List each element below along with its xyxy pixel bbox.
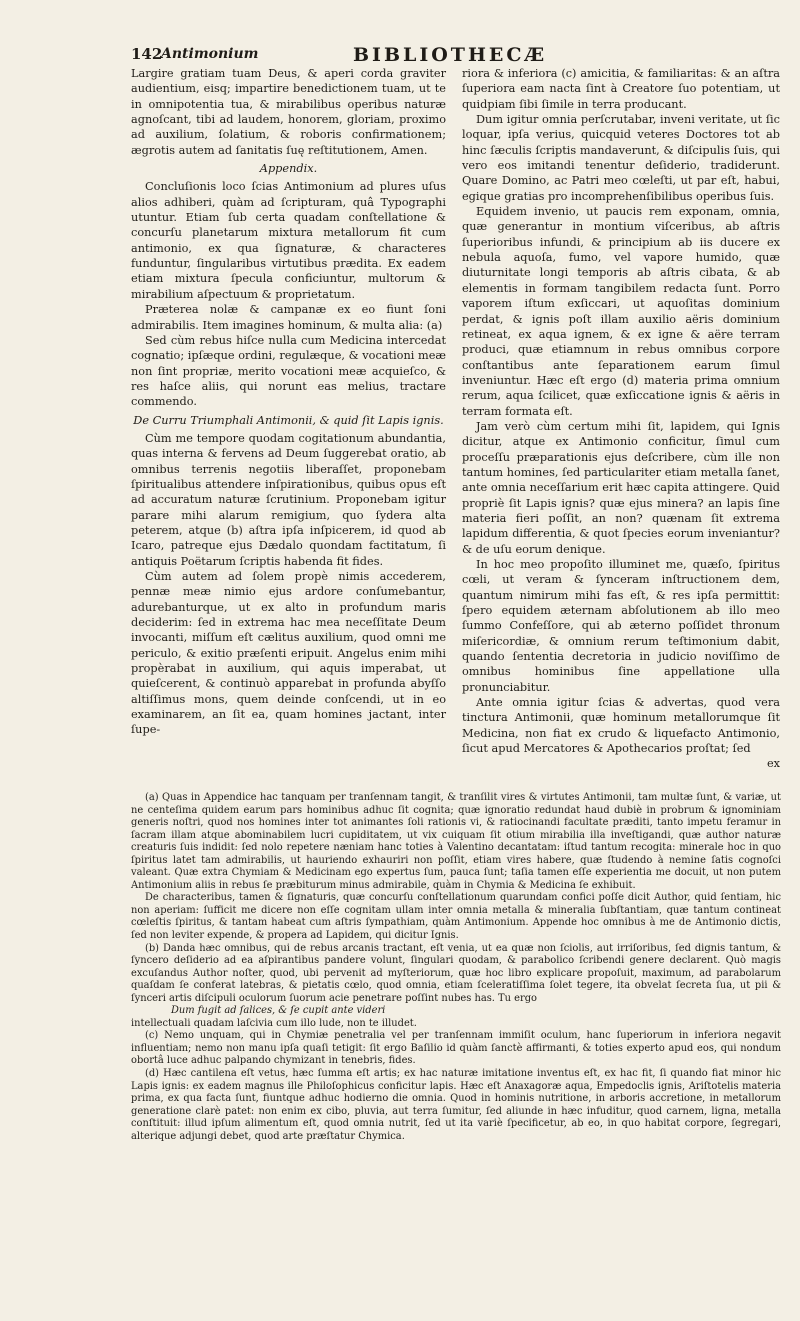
appendix-heading: Appendix.: [259, 162, 318, 176]
body-paragraph: Jam verò cùm certum mihi ſit, lapidem, qui Ignis dicitur, atque ex Antimonio conficitur, ſimul cum proceſſu præparationis ejus deſcribere, cùm ille non tantum homines, ſed particulariter etiam metalla ſanet, ante omnia neceſſarium erit hæc capita attingere. Quid propriè ſit Lapis ignis? quæ ejus minera? an lapis ſine materia fieri poſſit, an non? quænam ſit extrema lapidum differentia, & quot ſpecies eorum inveniantur? & de uſu eorum denique.: [462, 419, 780, 556]
body-paragraph: Cùm me tempore quodam cogitationum abundantia, quas interna & fervens ad Deum ſuggerebat oratio, ab omnibus terrenis negotiis liberaſſet, proponebam ſpiritualibus attendere inſpirationibus, quibus opus eſt ad accuratum naturæ ſcrutinium. Proponebam igitur parare mihi alarum remigium, quo ſydera alta peterem, atque (b) aſtra ipſa inſpicerem, id quod ab Icaro, patreque ejus Dædalo quondam factitatum, ſi antiquis Poëtarum ſcriptis habenda fit fides.: [131, 431, 446, 568]
left-column: [131, 66, 446, 738]
book-title: BIBLIOTHECÆ: [353, 44, 548, 66]
appendix-paragraph: Concluſionis loco ſcias Antimonium ad plures uſus alios adhiberi, quàm ad ſcripturam, quâ Typographi utuntur. Etiam ſub certa quadam conſtellatione & concurſu planetarum mixtura metallorum fit cum antimonio, ex qua ſignaturæ, & characteres funduntur, ſingularibus virtutibus prædita. Ex eadem etiam mixtura ſpecula conficiuntur, multorum & mirabilium aſpectuum & proprietatum.: [131, 180, 446, 301]
footnote-c: (c) Nemo unquam, qui in Chymiæ penetralia vel per tranſennam immiſit oculum, hanc ſuperiorum in inferiora negavit influentiam; nemo non manu ipſa quaſi tetigit: ſit ergo Baſilio id quàm ſanctè affirmanti, & toties experto apud eos, qui nondum obortâ luce adhuc palpando chymizant in tenebris, fides.: [131, 1030, 781, 1067]
body-paragraph: Cùm autem ad ſolem propè nimis accederem, pennæ meæ nimio ejus ardore conſumebantur, adurebanturque, ut ex alto in profundum maris deciderim: ſed in extrema hac mea neceſſitate Deum invocanti, miſſum eſt cælitus auxilium, quod omni me periculo, & exitio præſenti eripuit. Angelus enim mihi propèrabat in auxilium, qui aquis imperabat, ut quieſcerent, & continuò apparebat in profunda abyſſo altiſſimus mons, quem deinde conſcendi, ut in eo examinarem, an ſit ea, quam homines jactant, inter ſupe-: [131, 570, 446, 737]
catchword: ex: [766, 757, 780, 771]
page-header: [131, 44, 771, 68]
body-paragraph: Ante omnia igitur ſcias & advertas, quod vera tinctura Antimonii, quæ hominum metallorumque ſit Medicina, non fiat ex crudo & liquefacto Antimonio, ſicut apud Mercatores & Apothecarios proſtat; ſed: [462, 696, 780, 756]
footnotes: [131, 792, 781, 1143]
page-number: 142: [131, 45, 163, 63]
footnote-b: (b) Danda hæc omnibus, qui de rebus arcanis tractant, eſt venia, ut ea quæ non ſciolis, aut irriſoribus, ſed dignis tantum, & ſyncero deſiderio ad ea aſpirantibus pandere volunt, ſingulari quodam, & parabolico ſcribendi genere declarent. Quò magis excuſandus Author noſter, quod, ubi pervenit ad myſteriorum, quæ hoc libro explicare propoſuit, maximum, ad parabolarum quaſdam ſe conferat latebras, & pietatis cœlo, quod omnia, etiam ſceleratiſſima ſolet tegere, ita obvelat ſecreta ſua, ut pii & ſynceri artis diſcipuli oculorum ſuorum acie penetrare poſſint nubes has. Tu ergo: [131, 942, 781, 1004]
body-paragraph: In hoc meo propoſito illuminet me, quæſo, ſpiritus cœli, ut veram & ſynceram inſtructionem dem, quantum nimirum mihi fas eſt, & res ipſa permittit: ſpero equidem æternam abſolutionem ab illo meo ſummo Confeſſore, qui ab æterno poſſidet thronum miſericordiæ, & omnium rerum teſtimonium dabit, quando ſententia decretoria in judicio noviſſimo de omnibus hominibus ſine appellatione ulla pronunciabitur.: [462, 558, 780, 694]
footnote-verse-cont: intellectuali quadam laſcivia cum illo lude, non te illudet.: [131, 1017, 417, 1029]
footnote-a: (a) Quas in Appendice hac tanquam per tranſennam tangit, & tranſilit vires & virtutes Antimonii, tam multæ ſunt, & variæ, ut ne centeſima quidem earum pars hominibus adhuc ſit cognita; quæ ignoratio redundat haud dubiè in probrum & ignominiam generis noſtri, quod nos homines inter tot animantes ſoli rationis vi, & ratiocinandi facultate præditi, tanto impetu feramur in ſacram illam atque abominabilem lucri cupiditatem, ut vix cuiquam ſit otium mirabilia illa inveſtigandi, quæ author naturæ creaturis ſuis indidit: ſed nolo repetere næniam hanc toties à Valentino decantatam: iſtud tantum recogita: minerale hoc in quo ſpiritus latet tam admirabilis, ut hauriendo exhauriri non poſſit, etiam vires habere, quæ ſtudendo à nemine ſatis cognoſci valeant. Quæ extra Chymiam & Medicinam ego expertus ſum, pauca ſunt; taſia tamen eſſe experientia me docuit, ut non putem Antimonium aliis in rebus ſe præbiturum minus admirabile, quàm in Chymia & Medicina ſe exhibuit.: [131, 792, 781, 891]
footnote-verse: Dum fugit ad ſalices, & ſe cupit ante videri: [171, 1005, 386, 1017]
body-paragraph: Dum igitur omnia perſcrutabar, inveni veritate, ut ſic loquar, ipſa verius, quicquid veteres Doctores tot ab hinc ſæculis ſcriptis mandaverunt, & diſcipulis ſuis, qui vero eos imitandi tenentur deſiderio, tradiderunt. Quare Domino, ac Patri meo cœleſti, ut par eſt, habui, egique gratias pro incomprehenſibilibus operibus ſuis.: [462, 113, 780, 203]
appendix-paragraph: Sed cùm rebus hiſce nulla cum Medicina intercedat cognatio; ipſæque ordini, regulæque, & vocationi meæ non ſint propriæ, merito vocationi meæ acquieſco, & res haſce aliis, qui norunt eas melius, tractare commendo.: [131, 333, 446, 409]
prayer-continuation: Largire gratiam tuam Deus, & aperi corda graviter audientium, eisq; impartire benedictionem tuam, ut te in omnipotentia tua, & mirabilibus operibus naturæ agnoſcant, tibi ad laudem, honorem, gloriam, proximo ad auxilium, ſolatium, & roboris confirmationem; ægrotis autem ad ſanitatis ſuę reſtitutionem, Amen.: [131, 67, 446, 157]
footnote-d: (d) Hæc cantilena eſt vetus, hæc ſumma eſt artis; ex hac naturæ imitatione inventus eſt, ex hac fit, ſi quando fiat minor hic Lapis ignis: ex eadem magnus ille Philoſophicus conficitur lapis. Hæc eſt Anaxagoræ aqua, Empedoclis ignis, Ariſtotelis materia prima, ex qua facta ſunt, fiuntque adhuc hodierno die omnia. Quod in hominis nutritione, in arboris accretione, in metallorum generatione clarè patet: non enim ex cibo, pluvia, aut terra ſumitur, ſed aliunde in hæc infuditur, quod carnem, ligna, metalla conſtituit: illud ipſum alimentum eſt, quod omnia nutrit, ſed ut ita variè ſpecificetur, ab eo, in quo habitat corpore, ſegregari, alterique adjungi debet, quod arte præſtatur Chymica.: [131, 1068, 781, 1142]
body-paragraph: Equidem invenio, ut paucis rem exponam, omnia, quæ generantur in montium viſceribus, ab aſtris ſuperioribus infundi, & principium ab iis ducere ex nebula aquoſa, fumo, vel vapore humido, quæ diuturnitate longi temporis ab aſtris cibata, & ab elementis in formam tangibilem redacta ſunt. Porro vaporem iſtum exſiccari, ut aquoſitas dominium perdat, & ignis poſt illam auxilio aëris dominium retineat, ex aqua ignem, & ex igne & aëre terram produci, quæ etiamnum in rebus omnibus corpore conſtantibus ante ſeparationem earum ſimul inveniuntur. Hæc eſt ergo (d) materia prima omnium rerum, aqua ſcilicet, quæ exſiccatione ignis & aëris in terram formata eſt.: [462, 205, 780, 418]
appendix-paragraph: Præterea nolæ & campanæ ex eo fiunt ſoni admirabilis. Item imagines hominum, & multa alia: (a): [131, 303, 446, 332]
right-column: [462, 66, 780, 772]
body-paragraph: riora & inferiora (c) amicitia, & familiaritas: & an aſtra ſuperiora eam nacta ſint à Creatore ſuo potentiam, ut quidpiam ſibi ſimile in terra producant.: [462, 67, 780, 111]
footnote-a-cont: De characteribus, tamen & ſignaturis, quæ concurſu conſtellationum quarundam confici poſſe dicit Author, quid ſentiam, hic non aperiam: ſufficit me dicere non eſſe cognitam ullam inter omnia metalla & mineralia ſubſtantiam, quæ tantum contineat cœleſtis ſpiritus, & tantam habeat cum aſtris ſympathiam, quàm Antimonium. Appende hoc omnibus à me de Antimonio dictis, ſed non leviter expende, & propera ad Lapidem, qui dicitur Ignis.: [131, 892, 781, 942]
running-head: Antimonium: [161, 46, 259, 62]
section-heading: De Curru Triumphali Antimonii, & quid ſit Lapis ignis.: [133, 413, 444, 427]
